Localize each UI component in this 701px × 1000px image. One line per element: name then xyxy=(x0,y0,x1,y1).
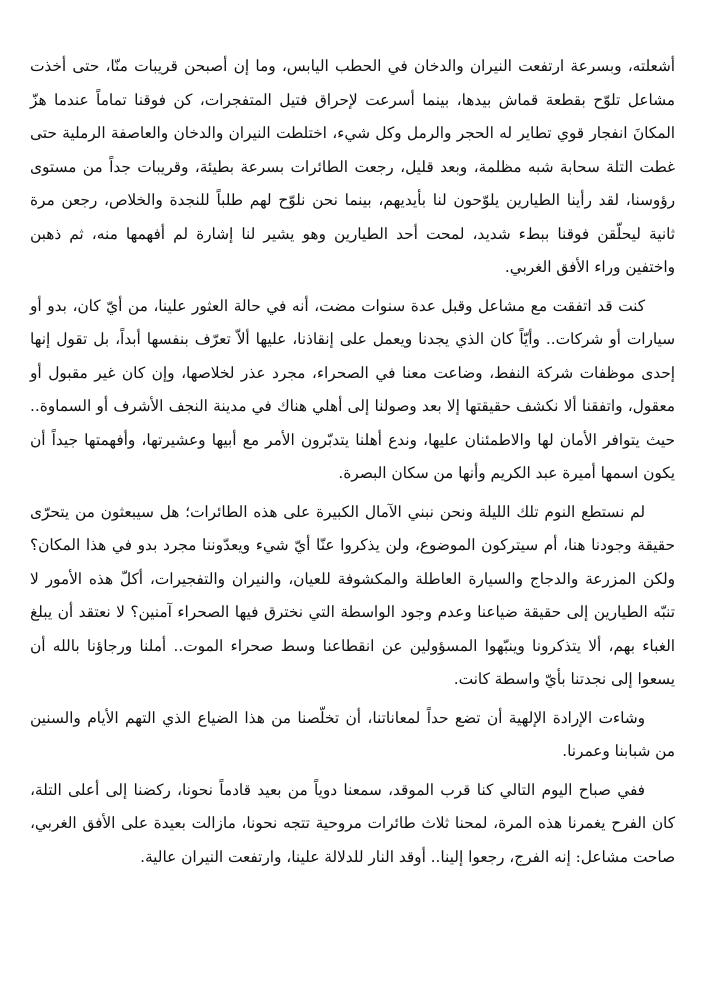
paragraph-5: ففي صباح اليوم التالي كنا قرب الموقد، سمعنا دوياً من بعيد قادماً نحونا، ركضنا إلى أعلى التلة، كان الفرح يغمرنا هذه المرة، لمحنا ثلاث طائرات مروحية تتجه نحونا، مازالت بعيدة على الأفق الغربي، صاحت مشاعل: إنه الفرج، رجعوا إلينا.. أوقد النار للدلالة علينا، وارتفعت النيران عالية. xyxy=(30,780,675,866)
paragraph-4: وشاءت الإرادة الإلهية أن تضع حداً لمعاناتنا، أن تخلّصنا من هذا الضياع الذي التهم الأيام والسنين من شبابنا وعمرنا. xyxy=(30,708,675,760)
paragraph-2: كنت قد اتفقت مع مشاعل وقبل عدة سنوات مضت، أنه في حالة العثور علينا، من أيّ كان، بدو أو سيارات أو شركات.. وأيّاً كان الذي يجدنا ويعمل على إنقاذنا، عليها ألاّ تعرّف بنفسها أبداً، بل تقول إنها إحدى موظفات شركة النفط، وضاعت معنا في الصحراء، مجرد عذر لخلاصها، وإن كان غير مقبول أو معقول، واتفقنا ألا نكشف حقيقتها إلا بعد وصولنا إلى أهلي هناك في مدينة النجف الأشرف أو السماوة.. حيث يتوافر الأمان لها والاطمئنان عليها، وندع أهلنا يتدبّرون الأمر مع أبيها وعشيرتها، وأفهمتها جيداً أن يكون اسمها أميرة عبد الكريم وأنها من سكان البصرة. xyxy=(30,296,675,482)
paragraph-1: أشعلته، وبسرعة ارتفعت النيران والدخان في الحطب اليابس، وما إن أصبحن قريبات منّا، حتى أخذت مشاعل تلوّح بقطعة قماش بيدها، بينما أسرعت لإحراق فتيل المتفجرات، كن فوقنا تماماً عندما هزّ المكانَ انفجار قوي تطاير له الحجر والرمل وكل شيء، اختلطت النيران والدخان والعاصفة الرملية حتى غطت التلة سحابة شبه مظلمة، وبعد قليل، رجعت الطائرات بسرعة بطيئة، وقريبات جداً من مستوى رؤوسنا، لقد رأينا الطيارين يلوّحون لنا بأيديهم، بينما نحن نلوّح لهم طلباً للنجدة والخلاص، رجعن مرة ثانية ليحلّقن فوقنا ببطء شديد، لمحت أحد الطيارين وهو يشير لنا إشارة لم أفهمها منه، ثم ذهبن واختفين وراء الأفق الغربي. xyxy=(30,57,675,276)
document-page xyxy=(30,50,675,874)
paragraph-3: لم نستطع النوم تلك الليلة ونحن نبني الآمال الكبيرة على هذه الطائرات؛ هل سيبعثون من يتحرّى حقيقة وجودنا هنا، أم سيتركون الموضوع، ولن يذكروا عنّا أيّ شيء ويعدّوننا مجرد بدو في هذا المكان؟ ولكن المزرعة والدجاج والسيارة العاطلة والمكشوفة للعيان، والنيران والتفجيرات، أكلّ هذه الأمور لا تنبّه الطيارين إلى حقيقة ضياعنا وعدم وجود الواسطة التي نخترق فيها الصحراء آمنين؟ لا نعتقد أن يبلغ الغباء بهم، ألا يتذكرونا وينبّهوا المسؤولين عن انقطاعنا وسط صحراء الموت.. أملنا ورجاؤنا بالله أن يسعوا إلى نجدتنا بأيّ واسطة كانت. xyxy=(30,502,675,688)
